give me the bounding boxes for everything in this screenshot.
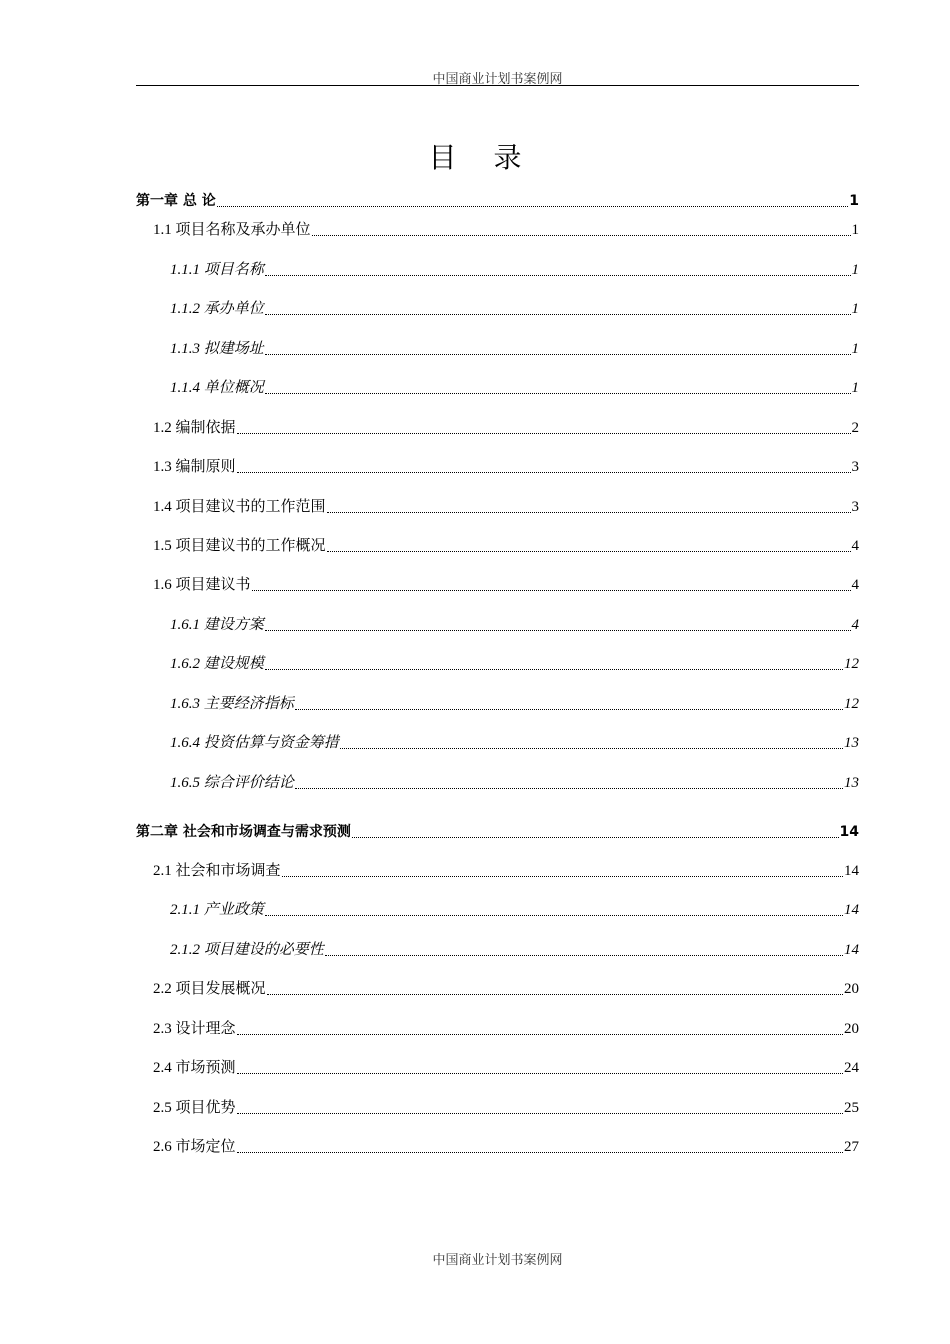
toc-entry-label: 1.5 项目建议书的工作概况 [153,537,326,554]
toc-entry-label: 2.4 市场预测 [153,1060,236,1077]
toc-entry[interactable] [136,675,859,714]
toc-entry-page: 1 [849,193,859,209]
toc-entry-page: 1 [851,380,859,397]
toc-entry[interactable] [136,715,859,754]
dot-leader [267,994,843,995]
toc-entry-label: 1.1 项目名称及承办单位 [153,222,311,239]
dot-leader [265,669,843,670]
dot-leader [217,206,849,207]
toc-entry[interactable] [136,843,859,882]
header-rule [136,85,859,86]
dot-leader [295,709,843,710]
toc-entry-page: 1 [851,301,859,318]
toc-entry-label: 1.2 编制依据 [153,419,236,436]
toc-entry[interactable] [136,1119,859,1158]
toc-entry-page: 3 [851,459,859,476]
dot-leader [352,837,839,838]
toc-entry-label: 2.1 社会和市场调查 [153,863,281,879]
toc-entry[interactable] [136,961,859,1000]
toc-entry[interactable] [136,1040,859,1079]
dot-leader [252,590,851,591]
toc-entry-page: 2 [851,419,859,436]
toc-entry[interactable] [136,1079,859,1118]
toc-entry-label: 第一章 总 论 [136,193,216,209]
dot-leader [265,630,851,631]
dot-leader [327,512,851,513]
toc-entry[interactable] [136,241,859,280]
dot-leader [327,551,851,552]
toc-entry-page: 1 [851,222,859,239]
dot-leader [295,788,843,789]
toc-entry-label: 1.6.2 建设规模 [170,656,264,673]
dot-leader [237,1113,843,1114]
toc-entry-label: 1.1.3 拟建场址 [170,340,264,357]
toc-entry-page: 4 [851,577,859,594]
toc-entry-page: 1 [851,261,859,278]
toc-entry-label: 1.1.2 承办单位 [170,301,264,318]
dot-leader [325,955,843,956]
toc-entry[interactable] [136,439,859,478]
toc-entry-label: 1.6.3 主要经济指标 [170,695,294,712]
toc-entry-page: 13 [844,774,859,791]
toc-entry-page: 14 [844,863,859,879]
toc-entry-label: 1.3 编制原则 [153,459,236,476]
toc-entry-page: 3 [851,498,859,515]
dot-leader [282,876,843,877]
toc-entry-page: 24 [844,1060,859,1077]
toc-entry[interactable] [136,518,859,557]
toc-entry-page: 12 [844,656,859,673]
toc-entry-label: 2.1.2 项目建设的必要性 [170,941,324,958]
toc-entry-page: 14 [844,941,859,958]
toc-entry-page: 4 [851,616,859,633]
toc-entry[interactable] [136,202,859,241]
toc-entry-label: 2.5 项目优势 [153,1099,236,1116]
toc-entry-label: 1.6.1 建设方案 [170,616,264,633]
dot-leader [237,1034,843,1035]
dot-leader [265,354,851,355]
toc-entry-label: 1.1.1 项目名称 [170,261,264,278]
dot-leader [265,393,851,394]
toc-entry[interactable] [136,882,859,921]
toc-entry-page: 14 [839,823,859,840]
dot-leader [237,472,851,473]
toc-entry-page: 27 [844,1139,859,1156]
page-title: 目 录 [428,141,536,174]
dot-leader [265,915,843,916]
dot-leader [265,275,851,276]
toc-entry-label: 1.6 项目建议书 [153,577,251,594]
toc-entry-page: 12 [844,695,859,712]
toc-entry-page: 1 [851,340,859,357]
toc-entry[interactable] [136,281,859,320]
toc-entry-label: 2.1.1 产业政策 [170,902,264,919]
toc-entry[interactable] [136,360,859,399]
toc-entry-label: 1.6.5 综合评价结论 [170,774,294,791]
toc-entry[interactable] [136,921,859,960]
toc-entry-page: 13 [844,735,859,752]
toc-entry[interactable] [136,320,859,359]
page-footer: 中国商业计划书案例网 [432,1252,563,1267]
toc-entry-page: 20 [844,981,859,998]
toc-entry-page: 25 [844,1099,859,1116]
toc-entry-page: 20 [844,1020,859,1037]
toc-entry-page: 14 [844,902,859,919]
toc-entry[interactable] [136,557,859,596]
dot-leader [265,314,851,315]
toc-entry-label: 1.4 项目建议书的工作范围 [153,498,326,515]
page-header: 中国商业计划书案例网 [432,71,563,86]
dot-leader [237,1073,843,1074]
dot-leader [312,235,851,236]
toc-entry-label: 2.2 项目发展概况 [153,981,266,998]
toc-entry-label: 第二章 社会和市场调查与需求预测 [136,823,351,840]
toc-entry-page: 4 [851,537,859,554]
dot-leader [237,433,851,434]
toc-entry-label: 1.1.4 单位概况 [170,380,264,397]
table-of-contents [136,190,859,1158]
toc-entry[interactable] [136,1000,859,1039]
toc-entry[interactable] [136,478,859,517]
toc-entry[interactable] [136,596,859,635]
dot-leader [237,1152,843,1153]
toc-entry-label: 2.6 市场定位 [153,1139,236,1156]
toc-entry-label: 1.6.4 投资估算与资金筹措 [170,735,339,752]
toc-entry-label: 2.3 设计理念 [153,1020,236,1037]
dot-leader [340,748,843,749]
toc-entry[interactable] [136,636,859,675]
toc-entry[interactable] [136,754,859,793]
toc-entry[interactable] [136,399,859,438]
toc-entry[interactable] [136,794,859,843]
